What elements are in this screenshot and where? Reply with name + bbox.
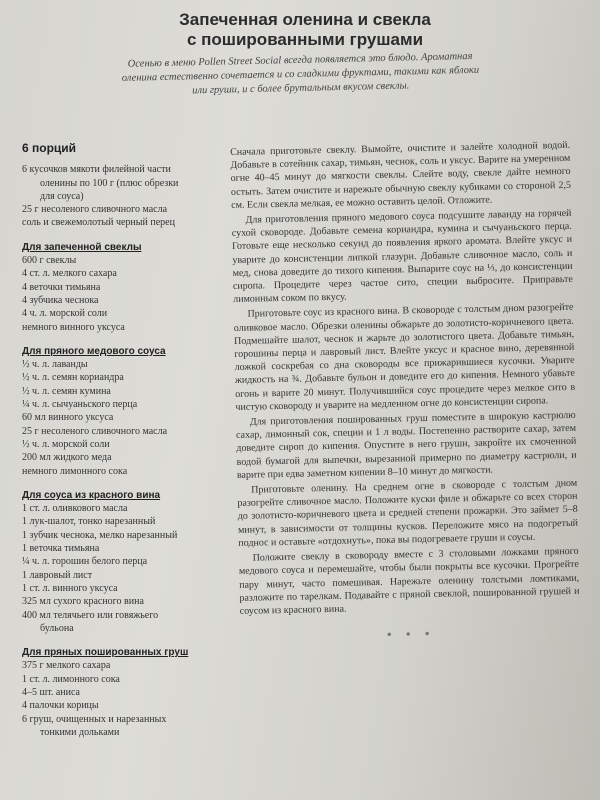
wine-sauce-ingredients-list [22,502,222,635]
title-line-2: с пошированными грушами [186,30,424,49]
ingredient-item: 25 г несоленого сливочного масла [22,425,168,437]
method-paragraph: Положите свеклу в сковороду вместе с 3 столовыми ложками пряного медового соуса и перемешайте, чтобы были покрыты все кусочки. Прогрейте пару минут, часто помешивая. Нарежьте оленину толстыми ломтиками, разложите по тарелкам. Подавайте с пряной свеклой, пошированной грушей и соусом из красного вина. [238,545,580,617]
ingredient-item: 4 зубчика чеснока [22,294,99,306]
servings-heading: 6 порций [22,141,77,155]
ingredient-item: ¼ ч. л. горошин белого перца [22,556,148,568]
ingredient-item: бульона [40,622,74,634]
beet-ingredients-list [22,254,222,334]
ingredient-item: соль и свежемолотый черный перец [22,217,175,229]
method-paragraph: Сначала приготовьте свеклу. Вымойте, очистите и залейте холодной водой. Добавьте в сотейник сахар, тимьян, чеснок, соль и уксус. Варите на умеренном огне 40–45 минут до мягкости свеклы. Слейте воду, свекле дайте немного остыть. Затем очистите и нарежьте обычную свеклу кубиками со стороной 2,5 см. Если свекла мелкая, ее можно оставить целой. Отложите. [230,139,572,211]
ingredient-item: 60 мл винного уксуса [22,412,114,424]
ingredient-item: ½ ч. л. семян кумина [22,385,111,397]
ingredient-item: немного винного уксуса [22,321,125,333]
section-heading-wine-sauce: Для соуса из красного вина [22,489,161,501]
main-ingredients-list [22,163,222,229]
recipe-title [120,10,490,50]
method-paragraph: Для приготовления пряного медового соуса подсушите лаванду на горячей сухой сковороде. Добавьте семена кориандра, кумина и сычуаньского перца. Готовьте еще несколько секунд до появления яркого аромата. Влейте уксус и уварите до консистенции липкой глазури. Добавьте сливочное масло, соль и мед, снова доведите до тихого кипения. Выпарите соус на ⅓, до консистенции сиропа. Процедите через частое сито, специи выбросите. Приправьте лимонным соком по вкусу. [231,207,573,306]
ingredient-item: 1 ст. л. оливкового масла [22,503,128,515]
ingredient-item: ½ ч. л. лаванды [22,359,88,371]
ingredient-item: 4–5 шт. аниса [22,686,80,698]
ingredient-item: оленины по 100 г (плюс обрезки [40,177,179,189]
ingredient-item: немного лимонного сока [22,465,128,477]
ingredient-item: 6 кусочков мякоти филейной части [22,164,171,176]
ingredient-item: 4 палочки корицы [22,700,99,712]
method-paragraph: Приготовьте оленину. На среднем огне в сковороде с толстым дном разогрейте сливочное масло. Положите куски филе и обжарьте со всех сторон до золотисто-коричневого цвета и средней степени прожарки. Это займет 5–8 минут, в зависимости от толщины кусков. Переложите мясо на подогретый поднос и оставьте «отдохнуть», пока вы подогреваете груши и соусы. [237,477,579,549]
ingredient-item: ½ ч. л. семян кориандра [22,372,124,384]
ingredient-item: 400 мл телячьего или говяжьего [22,609,159,621]
ingredient-item: 1 ст. л. винного уксуса [22,582,118,594]
ingredient-item: для соуса) [40,190,84,202]
ingredient-item: 1 веточка тимьяна [22,543,100,555]
title-line-1: Запеченная оленина и свекла [179,10,431,29]
ingredients-column [22,142,222,739]
ingredient-item: 4 ст. л. мелкого сахара [22,268,117,280]
ingredient-item: 325 мл сухого красного вина [22,596,144,608]
ingredient-item: 1 лук-шалот, тонко нарезанный [22,516,156,528]
section-heading-honey-sauce: Для пряного медового соуса [22,345,166,357]
ingredient-item: ½ ч. л. морской соли [22,438,110,450]
ingredient-item: 1 ст. л. лимонного сока [22,673,120,685]
method-column [230,139,580,645]
ingredient-item: ¼ ч. л. сычуаньского перца [22,399,138,411]
ingredient-item: 4 ч. л. морской соли [22,308,108,320]
ingredient-item: 4 веточки тимьяна [22,281,101,293]
pears-ingredients-list [22,659,222,739]
ingredient-item: 6 груш, очищенных и нарезанных [22,713,167,725]
ingredient-item: 25 г несоленого сливочного масла [22,204,168,216]
ingredient-item: 375 г мелкого сахара [22,660,111,672]
ingredient-item: 1 зубчик чеснока, мелко нарезанный [22,529,178,541]
recipe-intro: Осенью в меню Pollen Street Social всегда появляется это блюдо. Ароматная оленина естественно сочетается и со сладкими фруктами, такими как яблоки или груши, и с более брутальным вкусом свеклы. [121,50,480,97]
section-heading-pears: Для пряных пошированных груш [22,647,189,659]
section-heading-beet: Для запеченной свеклы [22,241,142,253]
ingredient-item: 600 г свеклы [22,255,77,267]
end-marker: • • • [385,626,435,642]
ingredient-item: 1 лавровый лист [22,569,93,581]
method-paragraph: Для приготовления пошированных груш поместите в широкую кастрюлю сахар, лимонный сок, специи и 1 л воды. Постепенно растворите сахар, затем доведите сироп до кипения. Опустите в него груши, закройте их смоченной водой бумагой для выпечки, вырезанной примерно по диаметру кастрюли, и варите при едва заметном кипении 8–10 минут до мягкости. [235,409,577,481]
ingredient-item: тонкими дольками [40,726,120,738]
honey-sauce-ingredients-list [22,358,222,478]
method-paragraph: Приготовьте соус из красного вина. В сковороде с толстым дном разогрейте оливковое масло. Обрезки оленины обжарьте до золотисто-коричневого цвета. Подмешайте шалот, чеснок и жарьте до золотистого цвета. Добавьте тимьян, горошины перца и лавровый лист. Влейте уксус и красное вино, деревянной ложкой соскребая со дна сковороды все прижарившиеся кусочки. Уварите жидкость на ¾. Добавьте бульон и доведите его до кипения. Немного убавьте огонь и варите 20 минут. Получившийся соус процедите через мелкое сито в чистую сковороду и уварите на медленном огне до консистенции сиропа. [233,302,576,413]
ingredient-item: 200 мл жидкого меда [22,452,112,464]
